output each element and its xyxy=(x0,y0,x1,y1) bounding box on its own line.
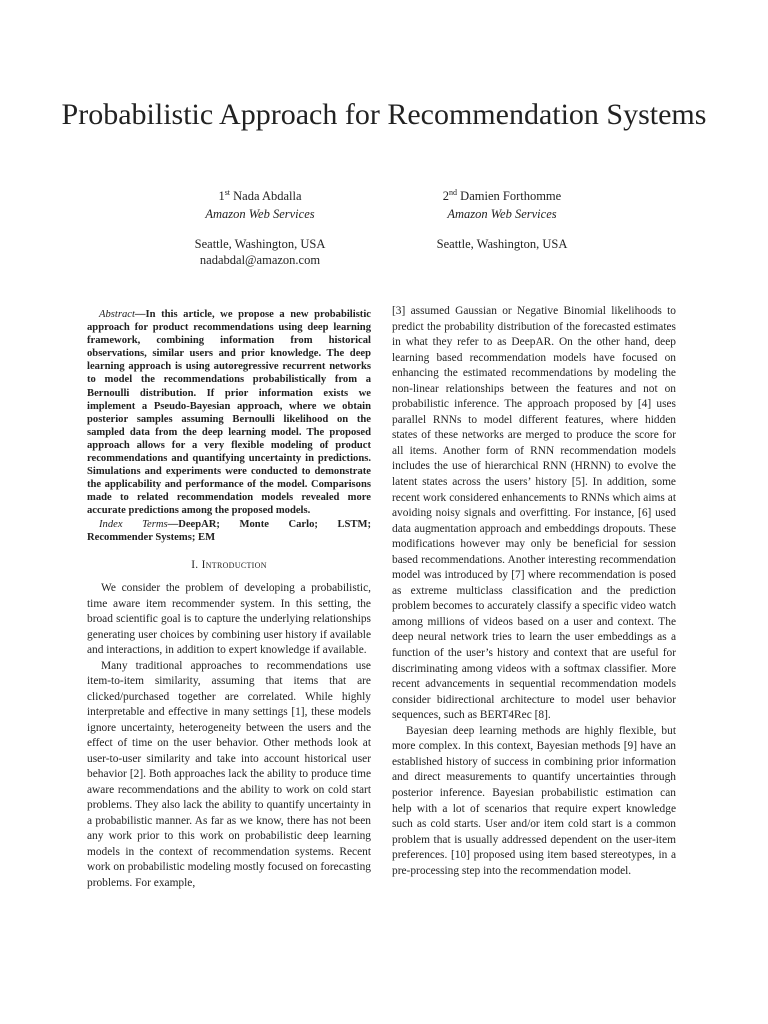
author-name-line xyxy=(372,188,632,206)
author-name: Damien Forthomme xyxy=(460,189,562,203)
author-email[interactable]: nadabdal@amazon.com xyxy=(199,253,321,267)
intro-paragraph-4: Bayesian deep learning methods are highly flexible, but more complex. In this context, Bayesian methods [9] have an established history of success in combining prior information and direct measurements to quantify uncertainties through posterior inference. Bayesian probabilistic estimation can help with a lot of scenarios that require expert knowledge such as cold starts. User and/or item cold start is a common problem that is usually addressed dependent on the user-item preferences. [10] proposed using item based stereotypes, in a pre-processing step into the recommendation model. xyxy=(392,724,676,877)
author-ordinal-suffix: st xyxy=(224,187,231,197)
author-name-line xyxy=(130,188,390,206)
paper-title: Probabilistic Approach for Recommendation Systems xyxy=(61,98,707,131)
abstract-lead: Abstract xyxy=(99,309,135,320)
index-terms-text: —DeepAR; Monte Carlo; LSTM; Recommender Systems; EM xyxy=(87,518,371,543)
intro-paragraph-3: [3] assumed Gaussian or Negative Binomial likelihoods to predict the probability distribution of the forecasted estimates in what they refer to as DeepAR. On the other hand, deep learning based recommendation models have focused on enhancing the estimated recommendations by modeling the non-linear relationships between the features and not on probabilistic inference. The approach proposed by [4] uses parallel RNNs to model different features, where hidden states of these networks are merged to produce the score for all items. Another form of RNN recommendation models includes the use of hierarchical RNN (HRNN) to evolve the latent states across the users’ history [5]. In addition, some recent work considered enhancements to RNNs which aims at avoiding noisy signals and overfitting. For instance, [6] used data augmentation approach and embeddings dropouts. These modifications however may only be beneficial for session based recommendations. Another interesting recommendation model was introduced by [7] where recommendation is posed as extreme multiclass classification and the prediction problem becomes to accurately classify a specific video watch among millions of videos based on a user and context. The deep neural network tries to learn the user embeddings as a function of the user’s history and context that are useful for discriminating among videos with a softmax classifier. More recent advancements in sequential recommendation models consider bidirectional architecture to model user behavior sequences, such as BERT4Rec [8]. xyxy=(392,305,677,722)
author-location: Seattle, Washington, USA xyxy=(436,237,568,251)
author-ordinal-suffix: nd xyxy=(449,187,458,197)
abstract-text: —In this article, we propose a new probabilistic approach for product recommendations using deep learning framework, combining information from historical observations, similar users and prior knowledge. The deep learning approach is using autoregressive recurrent networks to model the recommendations probabilistically from a Bernoulli distribution. If prior information exists we implement a Pseudo-Bayesian approach, where we obtain posterior samples assuming Bernoulli likelihood on the sampled data from the deep learning model. The proposed approach allows for a very flexible modeling of product recommendations and quantifying uncertainty in predictions. Simulations and experiments were conducted to demonstrate the applicability and performance of the model. Comparisons made to related recommendation models revealed more accurate predictions among the proposed models. xyxy=(87,309,371,517)
author-block-2 xyxy=(372,188,632,252)
abstract xyxy=(87,308,371,518)
author-affiliation: Amazon Web Services xyxy=(447,207,557,221)
section-title: Introduction xyxy=(201,558,267,571)
section-number: I. xyxy=(191,558,199,571)
author-location: Seattle, Washington, USA xyxy=(194,237,326,251)
index-terms xyxy=(87,518,371,544)
author-ordinal: 1 xyxy=(218,189,225,203)
intro-paragraph-2: Many traditional approaches to recommendations use item-to-item similarity, assuming that items that are clicked/purchased together are correlated. While highly interpretable and effective in many settings [1], these models ignore uncertainty, heterogeneity between the users and the effect of time on the user behavior. Other methods look at user-to-user similarity and take into account historical user behavior [2]. Both approaches lack the ability to produce time aware recommendations and the ability to work on cold start problems. They also lack the ability to quantify uncertainty in a probabilistic manner. As far as we know, there has not been any work prior to this work on probabilistic deep learning models in the context of recommendation systems. Recent work on probabilistic modeling mostly focused on forecasting problems. For example, xyxy=(87,659,371,889)
intro-paragraph-1: We consider the problem of developing a probabilistic, time aware item recommender system. In this setting, the broad scientific goal is to capture the underlying relationships generating user choices by combining user history if available and interactions, in addition to expert knowledge if available. xyxy=(87,582,371,657)
author-block-1 xyxy=(130,188,390,268)
author-ordinal: 2 xyxy=(442,189,450,203)
left-column xyxy=(87,308,371,891)
author-affiliation: Amazon Web Services xyxy=(205,207,315,221)
index-terms-lead: Index Terms xyxy=(99,518,168,530)
right-column xyxy=(392,304,676,879)
section-heading-introduction xyxy=(87,558,371,574)
author-name: Nada Abdalla xyxy=(233,189,302,203)
